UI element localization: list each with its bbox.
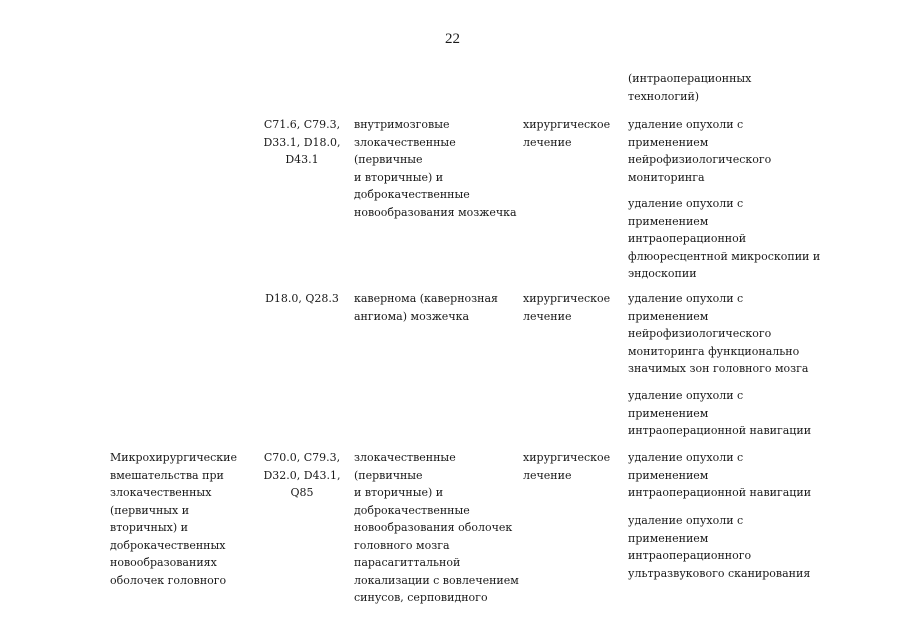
icd-codes: D18.0, Q28.3 (265, 292, 339, 305)
method-text: удаление опухоли с применением интраоперационной навигации (628, 451, 812, 499)
page-number: 22 (445, 31, 460, 47)
method-text: удаление опухоли с применением интраоперационной навигации (628, 389, 812, 437)
diagnosis-text: кавернома (кавернозная ангиома) мозжечка (354, 292, 498, 323)
method-text: удаление опухоли с применением интраоперационного ультразвукового сканирования (628, 514, 811, 580)
method-text: удаление опухоли с применением нейрофизиологического мониторинга (628, 118, 772, 184)
treatment-type: хирургическое лечение (523, 451, 611, 482)
intervention-name: Микрохирургические вмешательства при злокачественных (первичных и вторичных) и доброкачественных новообразованиях оболочек головного (110, 451, 237, 587)
diagnosis-text: внутримозговые злокачественные (первичные и вторичные) и доброкачественные новообразования мозжечка (354, 118, 517, 219)
treatment-type: хирургическое лечение (523, 118, 611, 149)
treatment-type: хирургическое лечение (523, 292, 611, 323)
icd-codes: C71.6, C79.3, D33.1, D18.0, D43.1 (263, 118, 341, 166)
icd-codes: C70.0, C79.3, D32.0, D43.1, Q85 (263, 451, 341, 499)
diagnosis-text: злокачественные (первичные и вторичные) и доброкачественные новообразования оболочек головного мозга парасагиттальной локализации с вовлечением синусов, серповидного (354, 451, 519, 604)
method-text: удаление опухоли с применением интраоперационной флюоресцентной микроскопии и эндоскопии (628, 197, 821, 280)
method-text: удаление опухоли с применением нейрофизиологического мониторинга функционально значимых зон головного мозга (628, 292, 809, 375)
method-text: (интраоперационных технологий) (628, 72, 752, 103)
